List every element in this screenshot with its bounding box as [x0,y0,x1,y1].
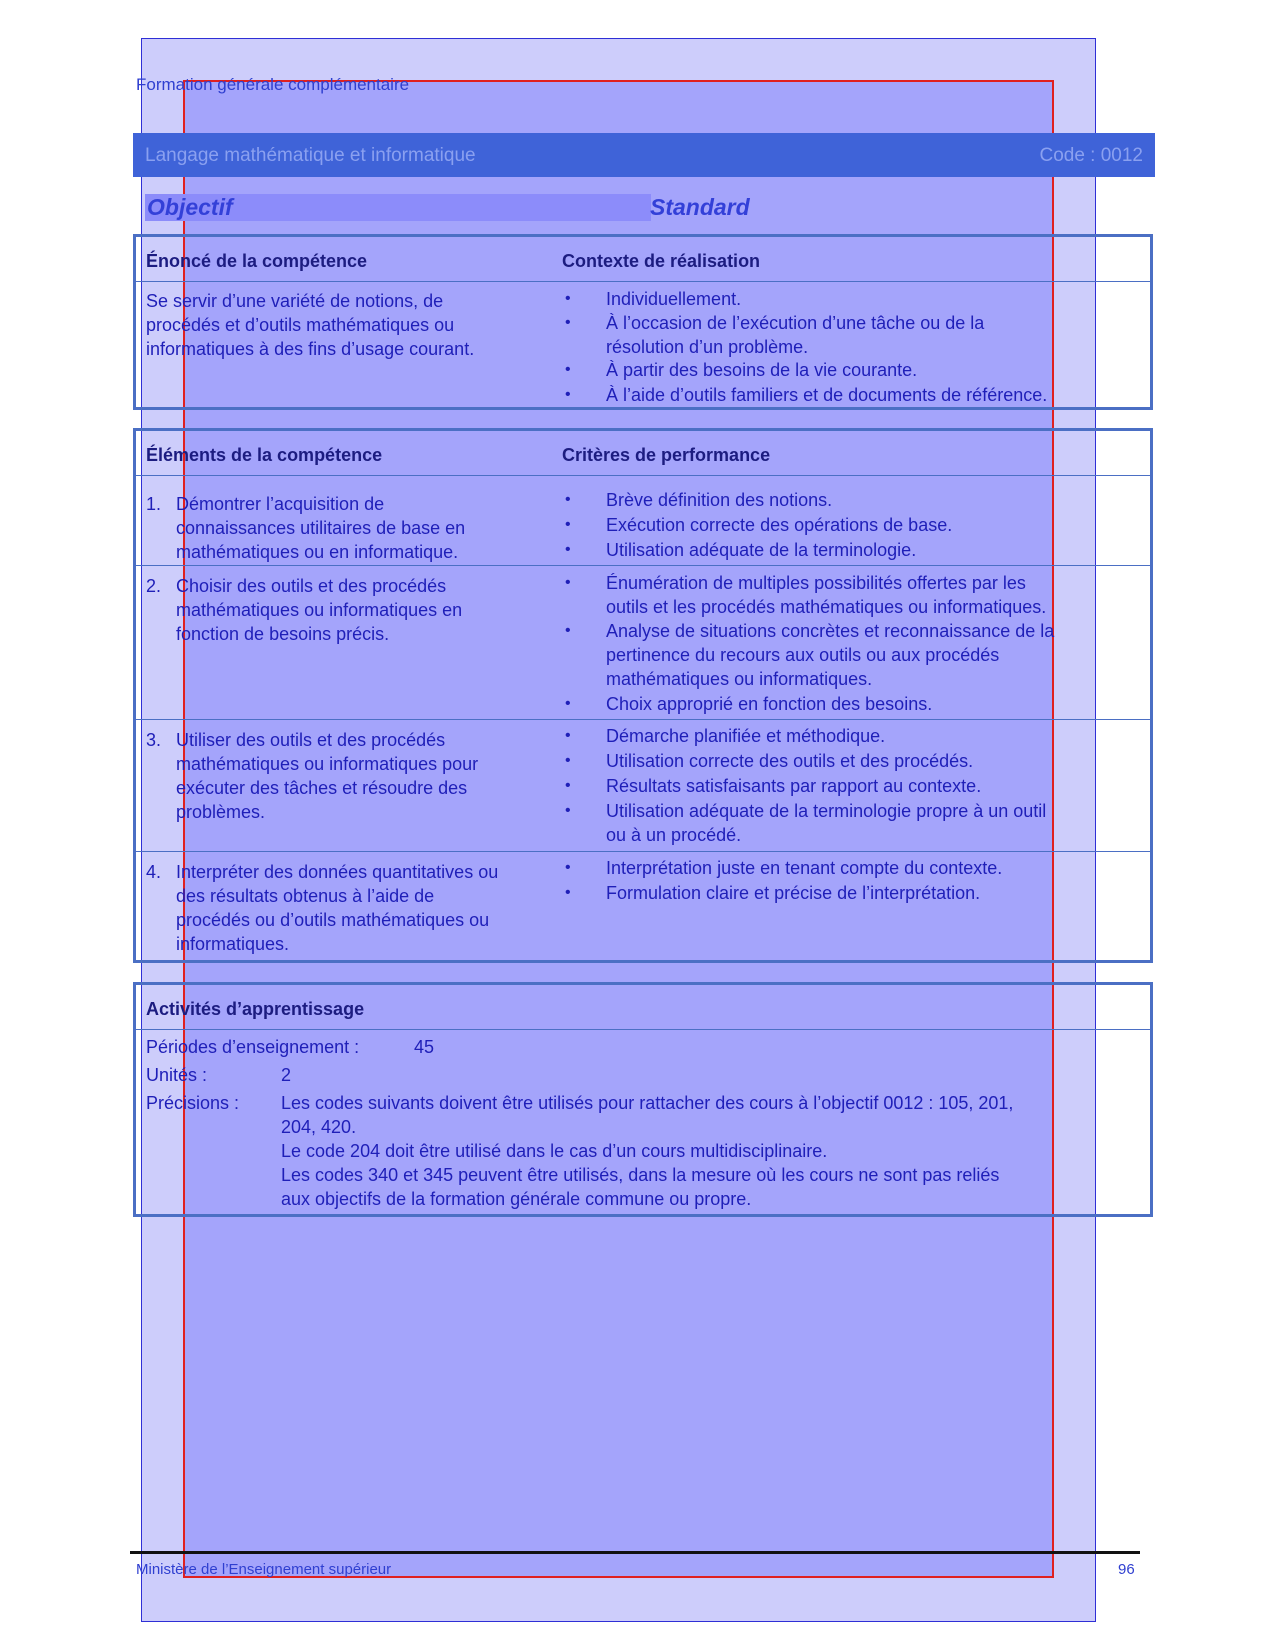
precisions-line: aux objectifs de la formation générale commune ou propre. [281,1189,752,1209]
element-number: 4. [146,862,162,882]
bullet-icon: • [565,314,571,331]
element-line: fonction de besoins précis. [176,624,390,644]
elements-box [133,428,1153,963]
bullet-icon: • [565,752,571,769]
element-number: 3. [146,730,162,750]
critere-item: Brève définition des notions. [606,490,833,510]
bullet-icon: • [565,491,571,508]
element-line: Interpréter des données quantitatives ou [176,862,499,882]
critere-item-cont: mathématiques ou informatiques. [606,669,873,689]
critere-item: Interprétation juste en tenant compte du contexte. [606,858,1003,878]
precisions-label: Précisions : [146,1093,240,1113]
band-title: Langage mathématique et informatique [145,145,476,166]
bullet-icon: • [565,574,571,591]
critere-item-cont: ou à un procédé. [606,825,742,845]
running-head: Formation générale complémentaire [136,75,410,94]
enonce-line: Se servir d’une variété de notions, de [146,291,444,311]
critere-item: Utilisation adéquate de la terminologie. [606,540,917,560]
title-band [133,133,1155,177]
element-number: 2. [146,576,162,596]
element-line: des résultats obtenus à l’aide de [176,886,435,906]
band-code: Code : 0012 [1039,145,1143,166]
bullet-icon: • [565,622,571,639]
bullet-icon: • [565,859,571,876]
bullet-icon: • [565,695,571,712]
critere-item: Démarche planifiée et méthodique. [606,726,886,746]
critere-item: Exécution correcte des opérations de base. [606,515,953,535]
standard-label: Standard [650,194,750,220]
critere-item-cont: pertinence du recours aux outils ou aux procédés [606,645,1000,665]
bullet-icon: • [565,361,571,378]
page-number: 96 [1118,1561,1135,1578]
critere-item: Analyse de situations concrètes et reconnaissance de la [606,621,1055,641]
periodes-value: 45 [414,1037,435,1057]
element-line: Choisir des outils et des procédés [176,576,447,596]
critere-item: Utilisation adéquate de la terminologie propre à un outil [606,801,1047,821]
periodes-label: Périodes d’enseignement : [146,1037,360,1057]
contexte-item-cont: résolution d’un problème. [606,337,809,357]
enonce-header: Énoncé de la compétence [146,251,368,271]
criteres-header: Critères de performance [562,445,771,465]
element-line: informatiques. [176,934,290,954]
contexte-item: À partir des besoins de la vie courante. [606,360,918,380]
element-number: 1. [146,494,162,514]
element-line: mathématiques ou informatiques en [176,600,463,620]
bullet-icon: • [565,516,571,533]
bullet-icon: • [565,541,571,558]
element-line: problèmes. [176,802,266,822]
objectif-label: Objectif [145,194,651,221]
critere-item: Résultats satisfaisants par rapport au contexte. [606,776,982,796]
critere-item-cont: outils et les procédés mathématiques ou informatiques. [606,597,1047,617]
element-line: mathématiques ou en informatique. [176,542,459,562]
row-divider [136,565,1150,566]
bullet-icon: • [565,727,571,744]
bullet-icon: • [565,777,571,794]
footer-rule [130,1551,1140,1554]
row-divider [136,719,1150,720]
element-line: mathématiques ou informatiques pour [176,754,479,774]
element-line: connaissances utilitaires de base en [176,518,466,538]
objectif-standard-row [145,194,1155,224]
contexte-item: À l’aide d’outils familiers et de documents de référence. [606,385,1048,405]
activites-box [133,982,1153,1217]
unites-label: Unités : [146,1065,208,1085]
element-line: procédés ou d’outils mathématiques ou [176,910,490,930]
enonce-line: procédés et d’outils mathématiques ou [146,315,455,335]
activites-header: Activités d’apprentissage [146,999,365,1019]
contexte-header: Contexte de réalisation [562,251,761,271]
precisions-line: Les codes suivants doivent être utilisés pour rattacher des cours à l’objectif 0012 : 105, 201, [281,1093,1014,1113]
row-divider [136,851,1150,852]
bullet-icon: • [565,884,571,901]
critere-item: Énumération de multiples possibilités offertes par les [606,573,1026,593]
competence-box [133,234,1153,410]
precisions-line: 204, 420. [281,1117,357,1137]
precisions-line: Les codes 340 et 345 peuvent être utilisés, dans la mesure où les cours ne sont pas reliés [281,1165,1000,1185]
precisions-line: Le code 204 doit être utilisé dans le cas d’un cours multidisciplinaire. [281,1141,828,1161]
element-line: exécuter des tâches et résoudre des [176,778,468,798]
critere-item: Utilisation correcte des outils et des procédés. [606,751,974,771]
bullet-icon: • [565,386,571,403]
contexte-item: Individuellement. [606,289,742,309]
enonce-line: informatiques à des fins d’usage courant. [146,339,475,359]
bullet-icon: • [565,290,571,307]
element-line: Utiliser des outils et des procédés [176,730,446,750]
bullet-icon: • [565,802,571,819]
critere-item: Formulation claire et précise de l’interprétation. [606,883,981,903]
critere-item: Choix approprié en fonction des besoins. [606,694,933,714]
elements-header: Éléments de la compétence [146,445,383,465]
unites-value: 2 [281,1065,292,1085]
contexte-item: À l’occasion de l’exécution d’une tâche ou de la [606,313,985,333]
element-line: Démontrer l’acquisition de [176,494,385,514]
footer-ministry: Ministère de l’Enseignement supérieur [136,1561,392,1578]
